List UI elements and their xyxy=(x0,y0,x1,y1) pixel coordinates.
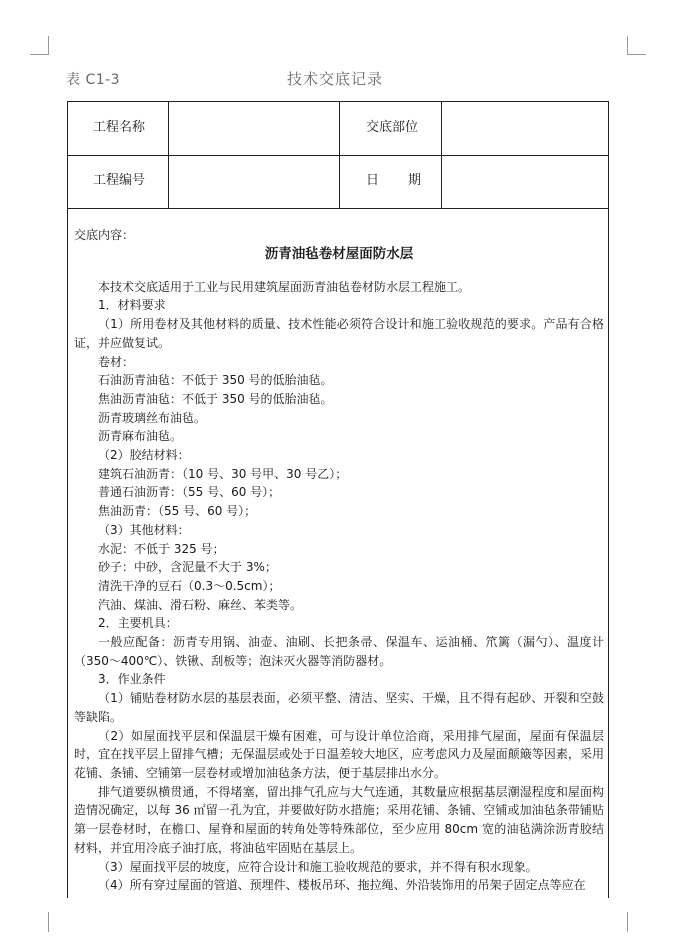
paragraph: （1）所用卷材及其他材料的质量、技术性能必须符合设计和施工验收规范的要求。产品有合格证，并应做复试。 xyxy=(74,317,604,350)
paragraph: 一般应配备：沥青专用锅、油壶、油刷、长把条帚、保温车、运油桶、笊篱（漏勺）、温度计（350～400℃）、铁锹、刮板等；泡沫灭火器等消防器材。 xyxy=(74,635,604,668)
section-heading: 3．作业条件 xyxy=(98,672,166,687)
paragraph: 石油沥青油毡：不低于 350 号的低胎油毡。 xyxy=(98,373,333,388)
paragraph: （3）屋面找平层的坡度，应符合设计和施工验收规范的要求，并不得有积水现象。 xyxy=(98,859,538,874)
paragraph: 本技术交底适用于工业与民用建筑屋面沥青油毡卷材防水层工程施工。 xyxy=(98,279,471,294)
paragraph: 砂子：中砂，含泥量不大于 3%； xyxy=(98,560,277,575)
crop-mark-top-left xyxy=(30,36,49,55)
paragraph: 卷材： xyxy=(98,354,135,369)
paragraph: 排气道要纵横贯通，不得堵塞，留出排气孔应与大气连通，其数量应根据基层潮湿程度和屋面构造情况确定，以每 36 ㎡留一孔为宜，并要做好防水措施；采用花铺、条铺、空铺或加油毡条带铺贴第一层卷材时，在檐口、屋脊和屋面的转角处等特殊部位，至少应用 80cm 宽的油毡满涂沥青胶结材料，并宜用冷底子油打底，将油毡牢固贴在基层上。 xyxy=(74,784,604,855)
dept-label: 交底部位 xyxy=(366,120,419,135)
crop-mark-bottom-left xyxy=(30,912,49,932)
header-row-2 xyxy=(68,155,608,209)
paragraph: 焦油沥青油毡：不低于 350 号的低胎油毡。 xyxy=(98,391,333,406)
paragraph: 焦油沥青：（55 号、60 号）； xyxy=(98,504,257,519)
paragraph: 沥青玻璃丝布油毡。 xyxy=(98,410,207,425)
section-heading: 1．材料要求 xyxy=(98,298,166,313)
content-title: 沥青油毡卷材屋面防水层 xyxy=(264,245,414,262)
paragraph: 水泥：不低于 325 号； xyxy=(98,541,225,556)
project-name-label: 工程名称 xyxy=(93,120,146,135)
paragraph: （4）所有穿过屋面的管道、预埋件、楼板吊环、拖拉绳、外沿装饰用的吊架子固定点等应在 xyxy=(98,878,586,893)
column-divider xyxy=(441,102,442,208)
content-label: 交底内容： xyxy=(74,228,135,242)
paragraph: （1）铺贴卷材防水层的基层表面，必须平整、清洁、坚实、干燥，且不得有起砂、开裂和空鼓等缺陷。 xyxy=(74,691,604,724)
section-heading: 2．主要机具： xyxy=(98,616,178,631)
crop-mark-top-right xyxy=(627,36,646,55)
header-row-1 xyxy=(68,102,608,156)
paragraph: 沥青麻布油毡。 xyxy=(98,429,183,444)
date-label: 日 期 xyxy=(366,173,430,188)
crop-mark-bottom-right xyxy=(627,912,646,932)
paragraph: （2）如屋面找平层和保温层干燥有困难，可与设计单位洽商，采用排气屋面，屋面有保温层时，宜在找平层上留排气槽；无保温层或处于日温差较大地区，应考虑风力及屋面颠簸等因素，采用花铺、条铺、空铺第一层卷材或增加油毡条方法，便于基层排出水分。 xyxy=(74,728,604,780)
paragraph: 普通石油沥青：（55 号、60 号）； xyxy=(98,485,281,500)
paragraph: （2）胶结材料： xyxy=(98,448,190,463)
document-title: 技术交底记录 xyxy=(287,70,384,88)
record-sheet xyxy=(67,101,609,898)
briefing-content xyxy=(74,226,604,895)
column-divider xyxy=(339,102,340,208)
project-no-label: 工程编号 xyxy=(93,173,146,188)
paragraph: （3）其他材料： xyxy=(98,522,190,537)
paragraph: 建筑石油沥青：（10 号、30 号甲、30 号乙）； xyxy=(98,466,348,481)
column-divider xyxy=(168,102,169,208)
paragraph: 汽油、煤油、滑石粉、麻丝、苯类等。 xyxy=(98,597,303,612)
form-code: 表 C1-3 xyxy=(66,72,121,88)
paragraph: 清洗干净的豆石（0.3～0.5cm）； xyxy=(98,578,281,593)
